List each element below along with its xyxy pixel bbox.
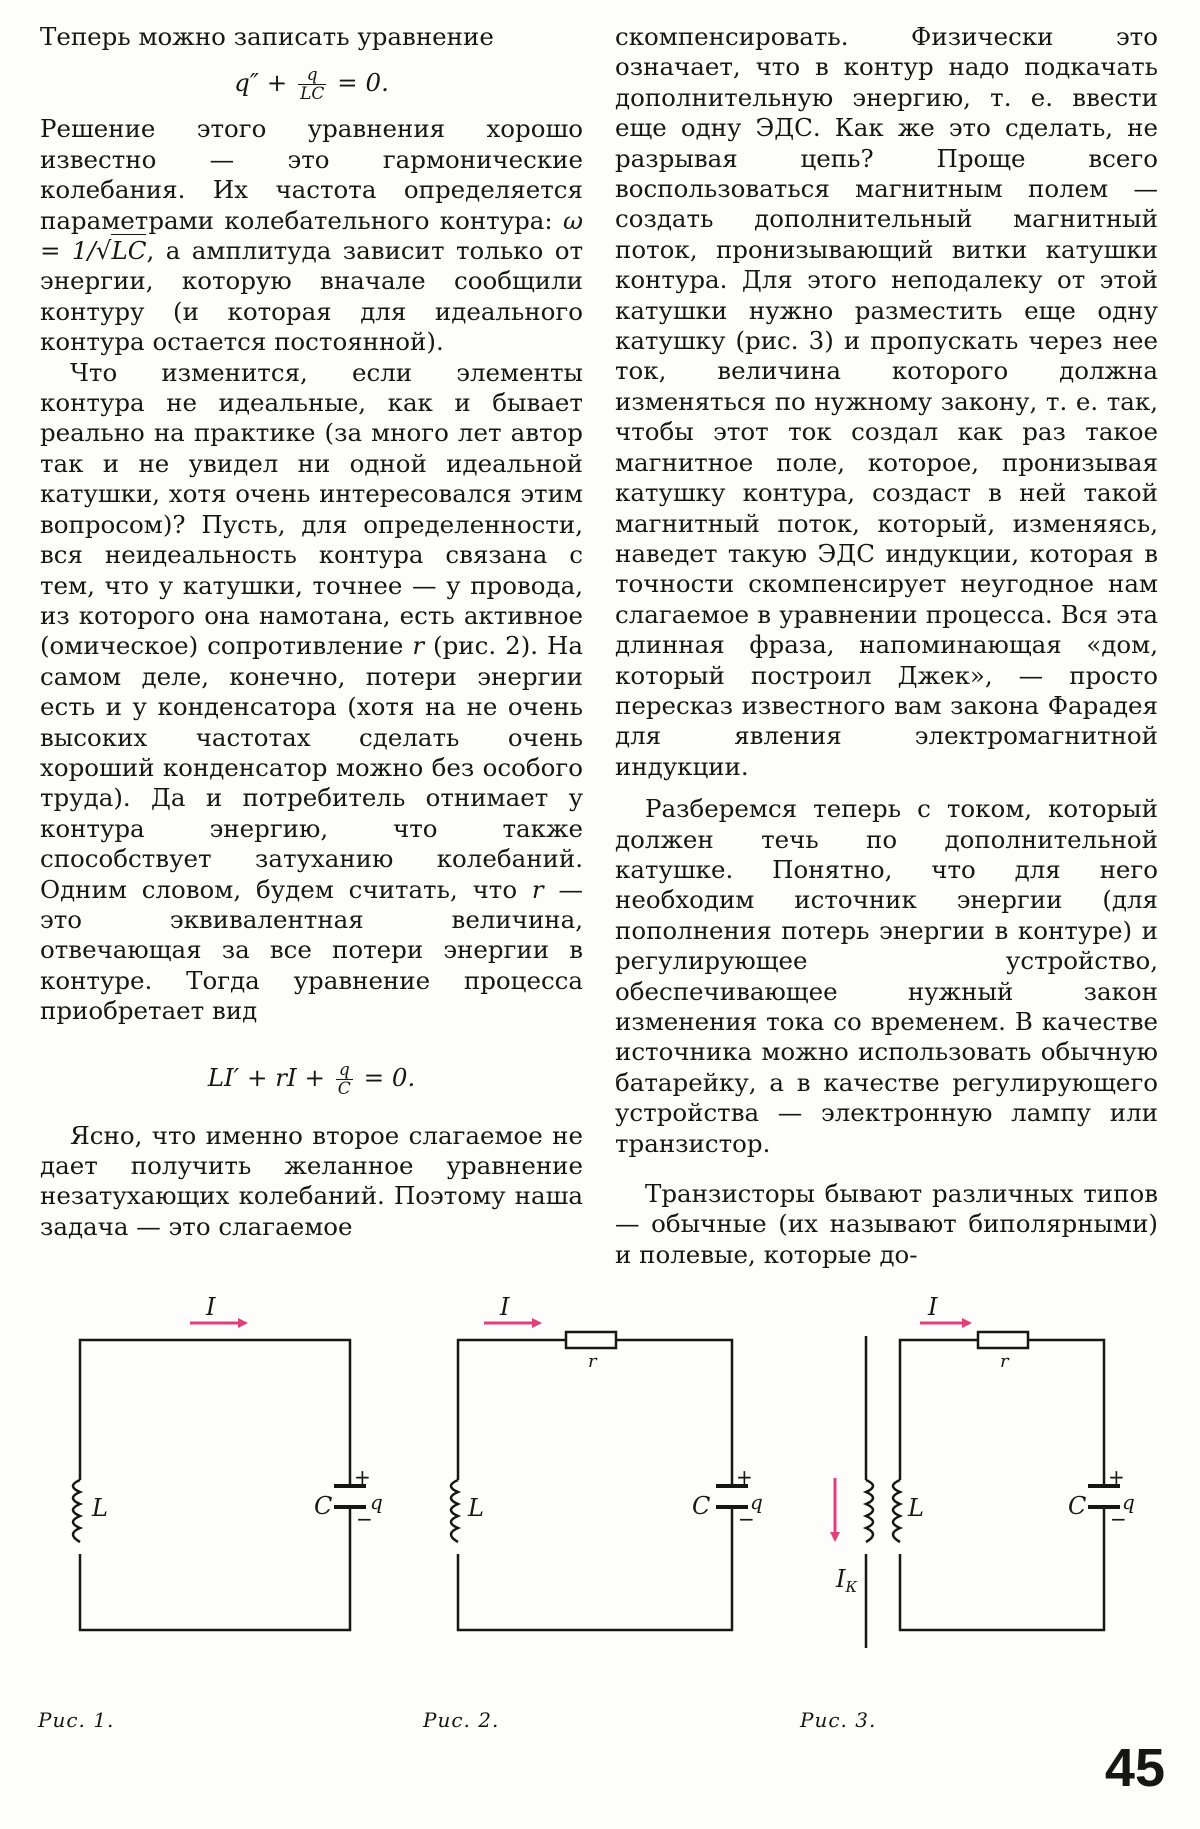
fraction bbox=[298, 66, 326, 103]
label-minus: − bbox=[356, 1507, 373, 1531]
label-plus: + bbox=[736, 1465, 753, 1489]
label-charge: q bbox=[370, 1490, 383, 1514]
fraction bbox=[336, 1061, 353, 1098]
text-run: (рис. 2). На самом деле, конечно, потери энергии есть и у конденсатора (хотя на не очень высоких частотах сделать очень хороший конденсатор можно без особого труда). Да и потребитель отнимает у контура энергию, что также способствует затуханию колебаний. Одним словом, будем считать, что bbox=[40, 631, 583, 904]
circuit-wire bbox=[900, 1340, 978, 1480]
paragraph: Транзисторы бывают различных типов — обычные (их называют биполярными) и полевые, которые до- bbox=[615, 1179, 1158, 1269]
label-plus: + bbox=[1108, 1465, 1125, 1489]
label-current: I bbox=[928, 1293, 938, 1321]
left-column bbox=[40, 22, 583, 1242]
inductor-coil bbox=[451, 1480, 458, 1542]
paragraph: Ясно, что именно второе слагаемое не дает получить желанное уравнение незатухающих колебаний. Поэтому наша задача — это слагаемое bbox=[40, 1120, 583, 1241]
label-inductor: L bbox=[468, 1494, 484, 1522]
circuit-wire bbox=[458, 1340, 566, 1480]
omega-expression: ω = 1/ bbox=[40, 205, 583, 266]
label-extra-current-sub: К bbox=[845, 1578, 858, 1596]
fraction-denominator: LC bbox=[300, 84, 325, 105]
sqrt-argument: LC bbox=[111, 236, 147, 266]
circuit-wire bbox=[900, 1507, 1104, 1630]
resistor bbox=[566, 1332, 616, 1348]
right-column bbox=[615, 22, 1158, 1270]
text-run: , а амплитуда зависит только от энергии, которую вначале сообщили контуру (и которая для идеального контура остается постоянной). bbox=[40, 236, 583, 357]
label-capacitor: C bbox=[1068, 1492, 1087, 1520]
circuit-fig-2 bbox=[451, 1332, 748, 1630]
variable-r: r bbox=[531, 874, 544, 904]
figure-caption-3: Рис. 3. bbox=[800, 1708, 877, 1732]
fraction-numerator: q bbox=[298, 66, 326, 85]
figure-caption-2: Рис. 2. bbox=[423, 1708, 500, 1732]
label-current: I bbox=[206, 1293, 216, 1321]
page-number: 45 bbox=[1104, 1738, 1165, 1798]
text-run: Что изменится, если элементы контура не идеальные, как и бывает реально на практике (за много лет автор так и не увидел ни одной идеальной катушки, хотя очень интересовался этим вопросом)? Пусть, для определенности, вся неидеальность контура связана с тем, что у катушки, точнее — у провода, из которого она намотана, есть активное (омическое) сопротивление bbox=[40, 357, 583, 661]
circuit-wire bbox=[616, 1340, 732, 1486]
label-capacitor: C bbox=[314, 1492, 333, 1520]
label-resistor: r bbox=[1000, 1351, 1009, 1372]
label-charge: q bbox=[750, 1490, 763, 1514]
variable-r: r bbox=[412, 631, 425, 661]
sqrt-sign: √ bbox=[95, 236, 112, 266]
label-current: I bbox=[500, 1293, 510, 1321]
text-run: — это эквивалентная величина, отвечающая за все потери энергии в контуре. Тогда уравнение процесса приобретает вид bbox=[40, 874, 583, 1026]
fraction-numerator: q bbox=[336, 1061, 353, 1080]
label-inductor: L bbox=[92, 1494, 108, 1522]
equation-rhs: = 0. bbox=[329, 68, 389, 98]
paragraph bbox=[40, 358, 583, 1027]
circuit-fig-1 bbox=[73, 1340, 366, 1630]
equation-rhs: = 0. bbox=[355, 1062, 416, 1092]
label-capacitor: C bbox=[692, 1492, 711, 1520]
inductor-coil bbox=[73, 1480, 80, 1542]
extra-coil bbox=[866, 1480, 873, 1542]
label-extra-current-main: I bbox=[836, 1565, 846, 1593]
paragraph bbox=[40, 114, 583, 357]
circuit-wire bbox=[1028, 1340, 1104, 1486]
label-minus: − bbox=[1110, 1507, 1127, 1531]
equation-lhs: q″ + bbox=[234, 68, 296, 98]
text-run: Решение этого уравнения хорошо известно — это гармонические колебания. Их частота определяется параметрами колебательного контура: bbox=[40, 114, 583, 235]
circuit-figures bbox=[0, 1290, 1200, 1710]
equation-2 bbox=[40, 1053, 583, 1103]
equation-1 bbox=[40, 58, 583, 108]
label-plus: + bbox=[354, 1465, 371, 1489]
paragraph: скомпенсировать. Физически это означает, что в контур надо подкачать дополнительную энергию, т. е. ввести еще одну ЭДС. Как же это сделать, не разрывая цепь? Проще всего воспользоваться магнитным полем — создать дополнительный магнитный поток, пронизывающий витки катушки контура. Для этого неподалеку от этой катушки нужно разместить еще одну катушку (рис. 3) и пропускать через нее ток, величина которого должна изменяться по нужному закону, т. е. так, чтобы этот ток создал как раз такое магнитное поле, которое, пронизывая катушку контура, создаст в ней такой магнитный поток, который, изменяясь, наведет такую ЭДС индукции, которая в точности скомпенсирует неугодное нам слагаемое в уравнении процесса. Вся эта длинная фраза, напоминающая «дом, который построил Джек», — просто пересказ известного вам закона Фарадея для явления электромагнитной индукции. bbox=[615, 22, 1158, 781]
circuit-wire bbox=[80, 1507, 350, 1630]
figure-caption-1: Рис. 1. bbox=[38, 1708, 115, 1732]
label-extra-current bbox=[835, 1565, 857, 1596]
label-inductor: L bbox=[908, 1494, 924, 1522]
resistor bbox=[978, 1332, 1028, 1348]
label-resistor: r bbox=[588, 1351, 597, 1372]
label-charge: q bbox=[1122, 1490, 1135, 1514]
label-minus: − bbox=[738, 1507, 755, 1531]
paragraph: Теперь можно записать уравнение bbox=[40, 22, 494, 51]
paragraph: Разберемся теперь с током, который должен течь по дополнительной катушке. Понятно, что для него необходим источник энергии (для пополнения потерь энергии в контуре) и регулирующее устройство, обеспечивающее нужный закон изменения тока со временем. В качестве источника можно использовать обычную батарейку, а в качестве регулирующего устройства — электронную лампу или транзистор. bbox=[615, 794, 1158, 1158]
circuit-wire bbox=[458, 1507, 732, 1630]
fraction-denominator: C bbox=[337, 1078, 351, 1099]
inductor-coil bbox=[893, 1480, 900, 1542]
circuit-fig-3 bbox=[866, 1332, 1120, 1648]
equation-lhs: LI′ + rI + bbox=[207, 1062, 333, 1092]
circuit-wire bbox=[80, 1340, 350, 1486]
